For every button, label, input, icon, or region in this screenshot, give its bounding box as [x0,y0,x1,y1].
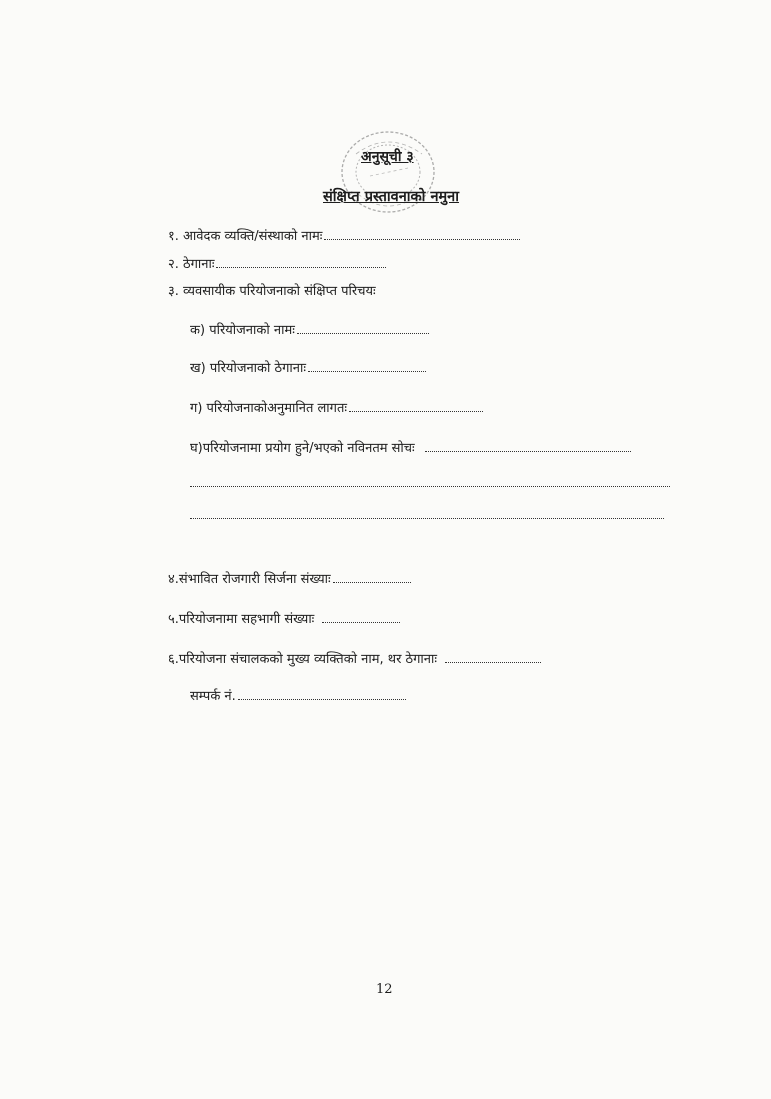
fill-in-blank[interactable] [333,581,411,583]
field-address [168,256,386,274]
field-label: २. ठेगानाः [168,257,215,272]
field-project-intro [168,283,376,301]
fill-in-blank[interactable] [324,238,520,240]
field-label: क) परियोजनाको नामः [190,323,295,338]
fill-in-blank-line[interactable] [190,485,670,487]
field-participants [168,611,400,629]
annex-title: अनुसूची ३ [361,149,414,165]
page-number: 12 [376,982,393,997]
fill-in-blank[interactable] [425,450,631,452]
fill-in-blank[interactable] [297,332,429,334]
field-project-name [190,322,429,340]
field-employment [168,571,411,589]
fill-in-blank[interactable] [322,621,400,623]
fill-in-blank[interactable] [349,410,483,412]
field-label: ४.संभावित रोजगारी सिर्जना संख्याः [168,572,331,587]
field-label: ग) परियोजनाकोअनुमानित लागतः [190,401,348,416]
fill-in-blank-line[interactable] [190,517,664,519]
field-label: सम्पर्क नं. [190,689,236,704]
field-innovative-idea [190,440,631,458]
field-operator [168,651,541,669]
field-label: ५.परियोजनामा सहभागी संख्याः [168,612,315,627]
field-label: ३. व्यवसायीक परियोजनाको संक्षिप्त परिचयः [168,284,376,299]
form-title: संक्षिप्त प्रस्तावनाको नमुना [323,189,459,205]
field-estimated-cost [190,400,483,418]
fill-in-blank[interactable] [238,698,406,700]
field-label: ख) परियोजनाको ठेगानाः [190,361,306,376]
field-label: घ)परियोजनामा प्रयोग हुने/भएको नविनतम सोचः [190,441,415,456]
field-applicant-name [168,228,520,246]
field-label: ६.परियोजना संचालकको मुख्य व्यक्तिको नाम, थर ठेगानाः [168,652,438,667]
office-seal-stamp [336,124,440,224]
fill-in-blank[interactable] [308,370,426,372]
fill-in-blank[interactable] [216,266,386,268]
field-contact [190,688,406,706]
field-project-address [190,360,426,378]
fill-in-blank[interactable] [445,661,541,663]
field-label: १. आवेदक व्यक्ति/संस्थाको नामः [168,229,323,244]
